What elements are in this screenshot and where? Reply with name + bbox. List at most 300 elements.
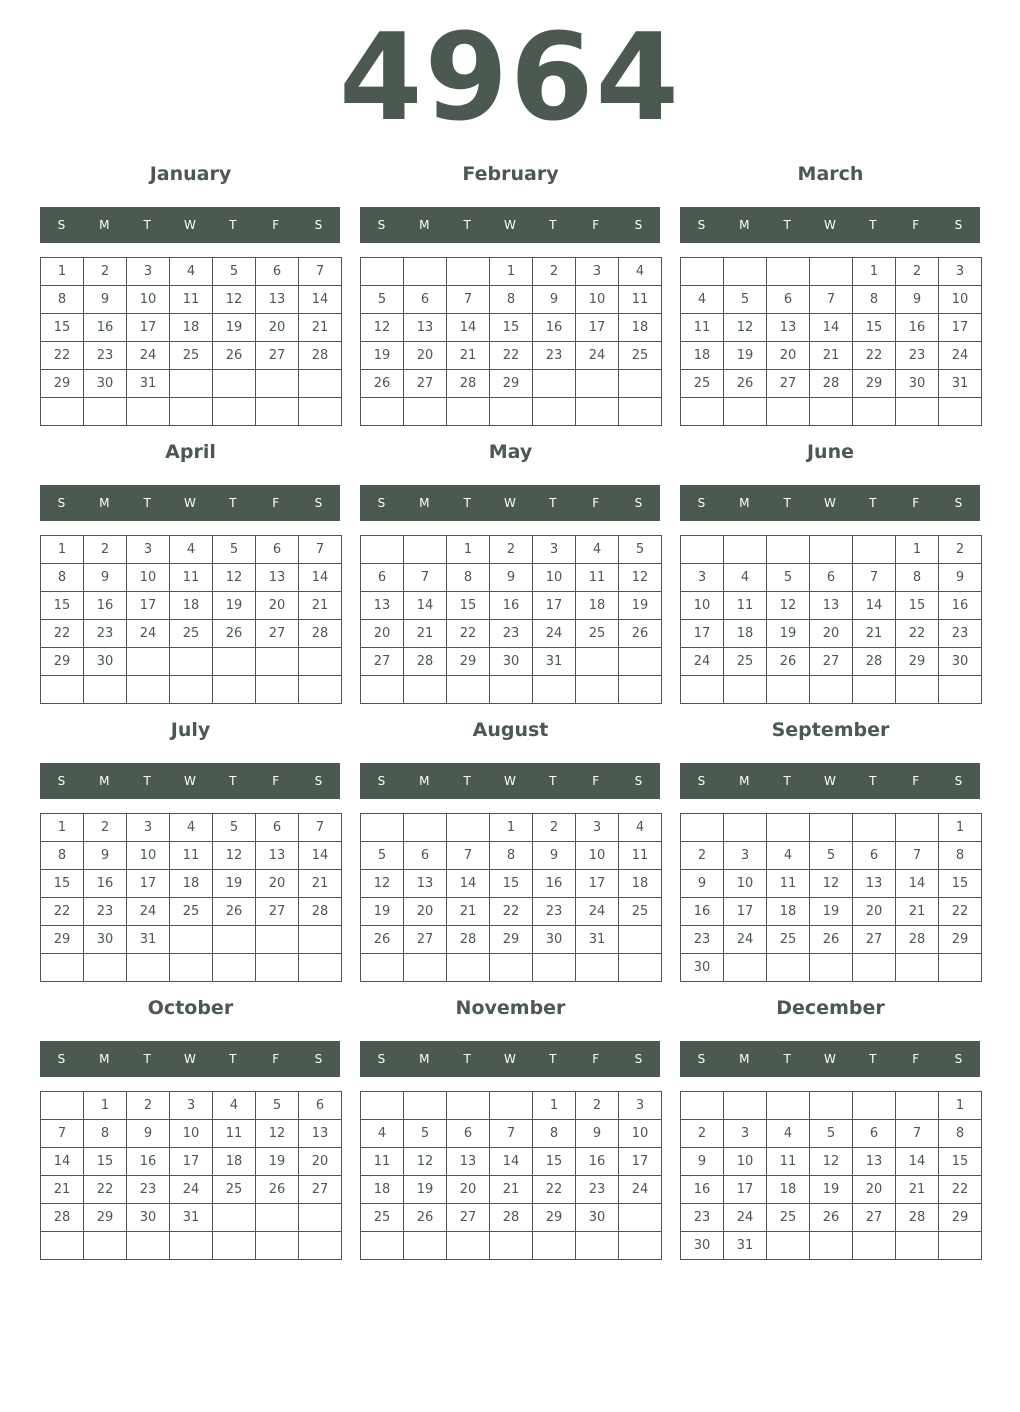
day-cell: 12: [810, 870, 853, 898]
empty-day-cell: [404, 814, 447, 842]
day-cell: 29: [41, 926, 84, 954]
week-row: [41, 342, 342, 370]
day-grid: [680, 257, 982, 426]
weekday-label: F: [592, 496, 600, 510]
weekday-label: S: [57, 774, 66, 788]
empty-day-cell: [447, 1232, 490, 1260]
day-cell: 22: [84, 1176, 127, 1204]
empty-day-cell: [533, 954, 576, 982]
empty-day-cell: [619, 398, 662, 426]
day-cell: 28: [299, 620, 342, 648]
empty-day-cell: [41, 954, 84, 982]
day-cell: 12: [810, 1148, 853, 1176]
day-cell: 4: [576, 536, 619, 564]
week-row: [681, 564, 982, 592]
weekday-label: W: [504, 496, 516, 510]
day-cell: 25: [170, 898, 213, 926]
week-row: [361, 898, 662, 926]
day-cell: 7: [490, 1120, 533, 1148]
empty-day-cell: [213, 676, 256, 704]
day-cell: 17: [724, 898, 767, 926]
day-cell: 11: [619, 286, 662, 314]
day-cell: 2: [939, 536, 982, 564]
day-cell: 27: [810, 648, 853, 676]
day-cell: 26: [213, 342, 256, 370]
weekday-label: W: [504, 774, 516, 788]
day-cell: 9: [490, 564, 533, 592]
day-cell: 26: [213, 620, 256, 648]
day-cell: 22: [490, 898, 533, 926]
empty-day-cell: [170, 1232, 213, 1260]
day-cell: 30: [681, 1232, 724, 1260]
week-row: [681, 1176, 982, 1204]
day-cell: 1: [490, 258, 533, 286]
weekday-label: T: [229, 496, 237, 510]
day-cell: 13: [299, 1120, 342, 1148]
weekday-label: M: [739, 496, 750, 510]
day-cell: 18: [170, 592, 213, 620]
empty-day-cell: [299, 1204, 342, 1232]
day-cell: 25: [767, 926, 810, 954]
day-cell: 8: [490, 286, 533, 314]
day-cell: 10: [127, 842, 170, 870]
day-cell: 31: [939, 370, 982, 398]
day-cell: 15: [41, 314, 84, 342]
week-row: [41, 370, 342, 398]
day-cell: 26: [619, 620, 662, 648]
day-cell: 27: [256, 342, 299, 370]
weekday-label: W: [504, 218, 516, 232]
month-title: June: [806, 441, 854, 463]
weekday-header-bar: [680, 763, 980, 799]
week-row: [41, 620, 342, 648]
day-cell: 28: [896, 926, 939, 954]
day-grid: [360, 535, 662, 704]
day-cell: 18: [170, 870, 213, 898]
day-cell: 2: [127, 1092, 170, 1120]
weekday-label: F: [912, 218, 920, 232]
day-cell: 30: [127, 1204, 170, 1232]
day-cell: 6: [361, 564, 404, 592]
day-cell: 29: [41, 370, 84, 398]
day-cell: 21: [896, 1176, 939, 1204]
empty-day-cell: [213, 370, 256, 398]
empty-day-cell: [853, 536, 896, 564]
day-cell: 29: [490, 370, 533, 398]
day-cell: 16: [84, 314, 127, 342]
month-title: May: [488, 441, 533, 463]
day-cell: 16: [681, 898, 724, 926]
day-cell: 4: [170, 814, 213, 842]
day-cell: 22: [41, 342, 84, 370]
week-row: [41, 564, 342, 592]
day-cell: 23: [533, 342, 576, 370]
day-cell: 8: [41, 842, 84, 870]
empty-day-cell: [404, 954, 447, 982]
weekday-header-bar: [40, 1041, 340, 1077]
day-cell: 15: [41, 592, 84, 620]
week-row: [681, 926, 982, 954]
empty-day-cell: [361, 536, 404, 564]
empty-day-cell: [724, 1092, 767, 1120]
day-cell: 17: [170, 1148, 213, 1176]
day-cell: 16: [490, 592, 533, 620]
day-cell: 22: [896, 620, 939, 648]
day-cell: 6: [299, 1092, 342, 1120]
day-cell: 7: [810, 286, 853, 314]
empty-day-cell: [170, 954, 213, 982]
day-cell: 22: [939, 1176, 982, 1204]
week-row: [361, 314, 662, 342]
day-cell: 3: [681, 564, 724, 592]
weekday-label: S: [634, 1052, 643, 1066]
day-cell: 17: [681, 620, 724, 648]
day-grid: [40, 813, 342, 982]
weekday-label: S: [697, 496, 706, 510]
day-cell: 8: [490, 842, 533, 870]
day-cell: 10: [576, 286, 619, 314]
day-cell: 18: [619, 870, 662, 898]
day-cell: 26: [361, 926, 404, 954]
day-cell: 11: [170, 842, 213, 870]
weekday-label: S: [634, 496, 643, 510]
weekday-label: T: [463, 1052, 471, 1066]
week-row: [361, 620, 662, 648]
empty-day-cell: [213, 1232, 256, 1260]
weekday-label: S: [57, 1052, 66, 1066]
day-cell: 6: [404, 286, 447, 314]
day-cell: 20: [767, 342, 810, 370]
week-row: [681, 536, 982, 564]
week-row: [41, 1232, 342, 1260]
empty-day-cell: [490, 954, 533, 982]
empty-day-cell: [256, 1204, 299, 1232]
day-cell: 27: [299, 1176, 342, 1204]
day-cell: 18: [619, 314, 662, 342]
empty-day-cell: [810, 398, 853, 426]
day-cell: 24: [127, 342, 170, 370]
day-cell: 19: [810, 1176, 853, 1204]
day-cell: 7: [853, 564, 896, 592]
weekday-label: T: [549, 496, 557, 510]
day-cell: 27: [256, 898, 299, 926]
week-row: [41, 676, 342, 704]
day-cell: 12: [213, 564, 256, 592]
day-cell: 19: [213, 314, 256, 342]
day-cell: 25: [576, 620, 619, 648]
day-cell: 5: [810, 842, 853, 870]
day-grid: [40, 1091, 342, 1260]
weekday-label: M: [419, 1052, 430, 1066]
empty-day-cell: [896, 954, 939, 982]
day-cell: 19: [256, 1148, 299, 1176]
day-grid: [40, 535, 342, 704]
empty-day-cell: [490, 398, 533, 426]
day-cell: 2: [490, 536, 533, 564]
weekday-label: F: [272, 1052, 280, 1066]
day-cell: 15: [939, 1148, 982, 1176]
weekday-label: W: [504, 1052, 516, 1066]
weekday-label: T: [549, 1052, 557, 1066]
day-cell: 14: [853, 592, 896, 620]
day-cell: 26: [810, 1204, 853, 1232]
day-cell: 15: [896, 592, 939, 620]
day-cell: 8: [41, 286, 84, 314]
weekday-label: S: [697, 218, 706, 232]
day-cell: 14: [447, 870, 490, 898]
day-cell: 30: [533, 926, 576, 954]
day-cell: 21: [404, 620, 447, 648]
empty-day-cell: [447, 676, 490, 704]
empty-day-cell: [939, 398, 982, 426]
day-grid: [680, 1091, 982, 1260]
week-row: [681, 954, 982, 982]
day-cell: 17: [127, 592, 170, 620]
empty-day-cell: [84, 676, 127, 704]
empty-day-cell: [681, 536, 724, 564]
weekday-label: M: [99, 774, 110, 788]
day-cell: 28: [299, 898, 342, 926]
week-row: [361, 926, 662, 954]
day-cell: 2: [84, 258, 127, 286]
day-cell: 7: [447, 842, 490, 870]
day-cell: 28: [447, 926, 490, 954]
month-title: November: [455, 997, 566, 1019]
day-cell: 31: [127, 370, 170, 398]
empty-day-cell: [447, 1092, 490, 1120]
day-cell: 13: [810, 592, 853, 620]
day-cell: 6: [404, 842, 447, 870]
day-cell: 30: [84, 370, 127, 398]
day-cell: 15: [84, 1148, 127, 1176]
week-row: [361, 676, 662, 704]
day-cell: 19: [213, 592, 256, 620]
day-cell: 24: [127, 898, 170, 926]
day-cell: 15: [533, 1148, 576, 1176]
day-cell: 27: [447, 1204, 490, 1232]
empty-day-cell: [619, 954, 662, 982]
day-cell: 10: [619, 1120, 662, 1148]
day-cell: 28: [490, 1204, 533, 1232]
day-cell: 1: [41, 536, 84, 564]
day-cell: 15: [490, 314, 533, 342]
empty-day-cell: [533, 676, 576, 704]
day-cell: 7: [299, 258, 342, 286]
month-title: March: [797, 163, 864, 185]
day-cell: 23: [490, 620, 533, 648]
day-cell: 25: [170, 620, 213, 648]
empty-day-cell: [576, 398, 619, 426]
day-cell: 1: [939, 1092, 982, 1120]
day-cell: 30: [84, 926, 127, 954]
week-row: [361, 1092, 662, 1120]
day-cell: 16: [533, 314, 576, 342]
day-cell: 26: [361, 370, 404, 398]
day-cell: 31: [533, 648, 576, 676]
day-cell: 6: [447, 1120, 490, 1148]
day-cell: 11: [767, 870, 810, 898]
day-cell: 14: [299, 842, 342, 870]
day-cell: 1: [41, 258, 84, 286]
day-cell: 7: [299, 814, 342, 842]
day-cell: 23: [127, 1176, 170, 1204]
empty-day-cell: [724, 536, 767, 564]
weekday-label: T: [869, 218, 877, 232]
day-cell: 13: [404, 870, 447, 898]
day-cell: 3: [127, 814, 170, 842]
day-cell: 6: [256, 814, 299, 842]
empty-day-cell: [404, 676, 447, 704]
day-cell: 14: [447, 314, 490, 342]
weekday-header-bar: [40, 485, 340, 521]
empty-day-cell: [170, 676, 213, 704]
empty-day-cell: [767, 536, 810, 564]
day-cell: 9: [939, 564, 982, 592]
day-cell: 10: [724, 870, 767, 898]
day-cell: 13: [447, 1148, 490, 1176]
empty-day-cell: [447, 814, 490, 842]
day-cell: 14: [896, 1148, 939, 1176]
empty-day-cell: [896, 814, 939, 842]
week-row: [681, 286, 982, 314]
month-title: April: [165, 441, 216, 463]
day-cell: 2: [533, 258, 576, 286]
day-cell: 26: [724, 370, 767, 398]
empty-day-cell: [256, 370, 299, 398]
week-row: [361, 870, 662, 898]
day-cell: 19: [213, 870, 256, 898]
week-row: [681, 870, 982, 898]
empty-day-cell: [939, 1232, 982, 1260]
weekday-label: M: [419, 218, 430, 232]
day-cell: 25: [619, 342, 662, 370]
day-cell: 23: [84, 342, 127, 370]
empty-day-cell: [767, 398, 810, 426]
day-cell: 7: [404, 564, 447, 592]
empty-day-cell: [213, 648, 256, 676]
empty-day-cell: [404, 1092, 447, 1120]
empty-day-cell: [170, 926, 213, 954]
empty-day-cell: [767, 1232, 810, 1260]
week-row: [361, 1204, 662, 1232]
empty-day-cell: [724, 954, 767, 982]
weekday-label: M: [739, 774, 750, 788]
weekday-label: F: [592, 218, 600, 232]
week-row: [361, 398, 662, 426]
day-cell: 11: [681, 314, 724, 342]
day-cell: 12: [619, 564, 662, 592]
empty-day-cell: [213, 926, 256, 954]
empty-day-cell: [896, 1092, 939, 1120]
day-cell: 11: [767, 1148, 810, 1176]
day-cell: 8: [939, 842, 982, 870]
day-cell: 22: [533, 1176, 576, 1204]
day-cell: 24: [576, 342, 619, 370]
weekday-label: T: [229, 774, 237, 788]
empty-day-cell: [490, 1232, 533, 1260]
day-cell: 12: [361, 314, 404, 342]
empty-day-cell: [810, 814, 853, 842]
empty-day-cell: [853, 1092, 896, 1120]
day-cell: 18: [576, 592, 619, 620]
day-cell: 10: [576, 842, 619, 870]
day-cell: 8: [939, 1120, 982, 1148]
weekday-header-bar: [40, 207, 340, 243]
day-cell: 2: [681, 1120, 724, 1148]
week-row: [41, 954, 342, 982]
week-row: [681, 398, 982, 426]
empty-day-cell: [533, 370, 576, 398]
empty-day-cell: [939, 676, 982, 704]
empty-day-cell: [361, 814, 404, 842]
day-cell: 25: [724, 648, 767, 676]
weekday-label: T: [143, 218, 151, 232]
day-cell: 30: [576, 1204, 619, 1232]
week-row: [41, 1092, 342, 1120]
week-row: [41, 398, 342, 426]
day-cell: 19: [619, 592, 662, 620]
weekday-label: S: [377, 774, 386, 788]
day-cell: 16: [896, 314, 939, 342]
day-cell: 29: [490, 926, 533, 954]
day-cell: 5: [213, 258, 256, 286]
day-cell: 5: [767, 564, 810, 592]
day-cell: 26: [810, 926, 853, 954]
day-cell: 7: [896, 842, 939, 870]
day-cell: 9: [84, 564, 127, 592]
day-cell: 18: [681, 342, 724, 370]
day-cell: 5: [213, 814, 256, 842]
empty-day-cell: [681, 1092, 724, 1120]
day-cell: 29: [939, 1204, 982, 1232]
day-cell: 28: [299, 342, 342, 370]
empty-day-cell: [170, 398, 213, 426]
week-row: [681, 1092, 982, 1120]
day-cell: 18: [170, 314, 213, 342]
empty-day-cell: [724, 398, 767, 426]
weekday-label: F: [272, 496, 280, 510]
day-cell: 3: [127, 258, 170, 286]
empty-day-cell: [576, 954, 619, 982]
day-cell: 18: [361, 1176, 404, 1204]
day-cell: 29: [533, 1204, 576, 1232]
empty-day-cell: [84, 398, 127, 426]
day-cell: 18: [213, 1148, 256, 1176]
day-cell: 20: [361, 620, 404, 648]
week-row: [361, 286, 662, 314]
day-cell: 17: [127, 870, 170, 898]
empty-day-cell: [127, 676, 170, 704]
day-cell: 25: [767, 1204, 810, 1232]
empty-day-cell: [810, 1092, 853, 1120]
day-cell: 23: [533, 898, 576, 926]
day-cell: 24: [724, 1204, 767, 1232]
month-title: July: [170, 719, 211, 741]
day-grid: [680, 813, 982, 982]
empty-day-cell: [361, 1232, 404, 1260]
day-cell: 16: [84, 592, 127, 620]
weekday-header-bar: [360, 207, 660, 243]
weekday-label: M: [739, 218, 750, 232]
day-cell: 14: [404, 592, 447, 620]
day-cell: 14: [490, 1148, 533, 1176]
day-cell: 9: [576, 1120, 619, 1148]
empty-day-cell: [767, 954, 810, 982]
empty-day-cell: [576, 370, 619, 398]
day-cell: 9: [533, 286, 576, 314]
day-cell: 25: [619, 898, 662, 926]
day-cell: 2: [681, 842, 724, 870]
